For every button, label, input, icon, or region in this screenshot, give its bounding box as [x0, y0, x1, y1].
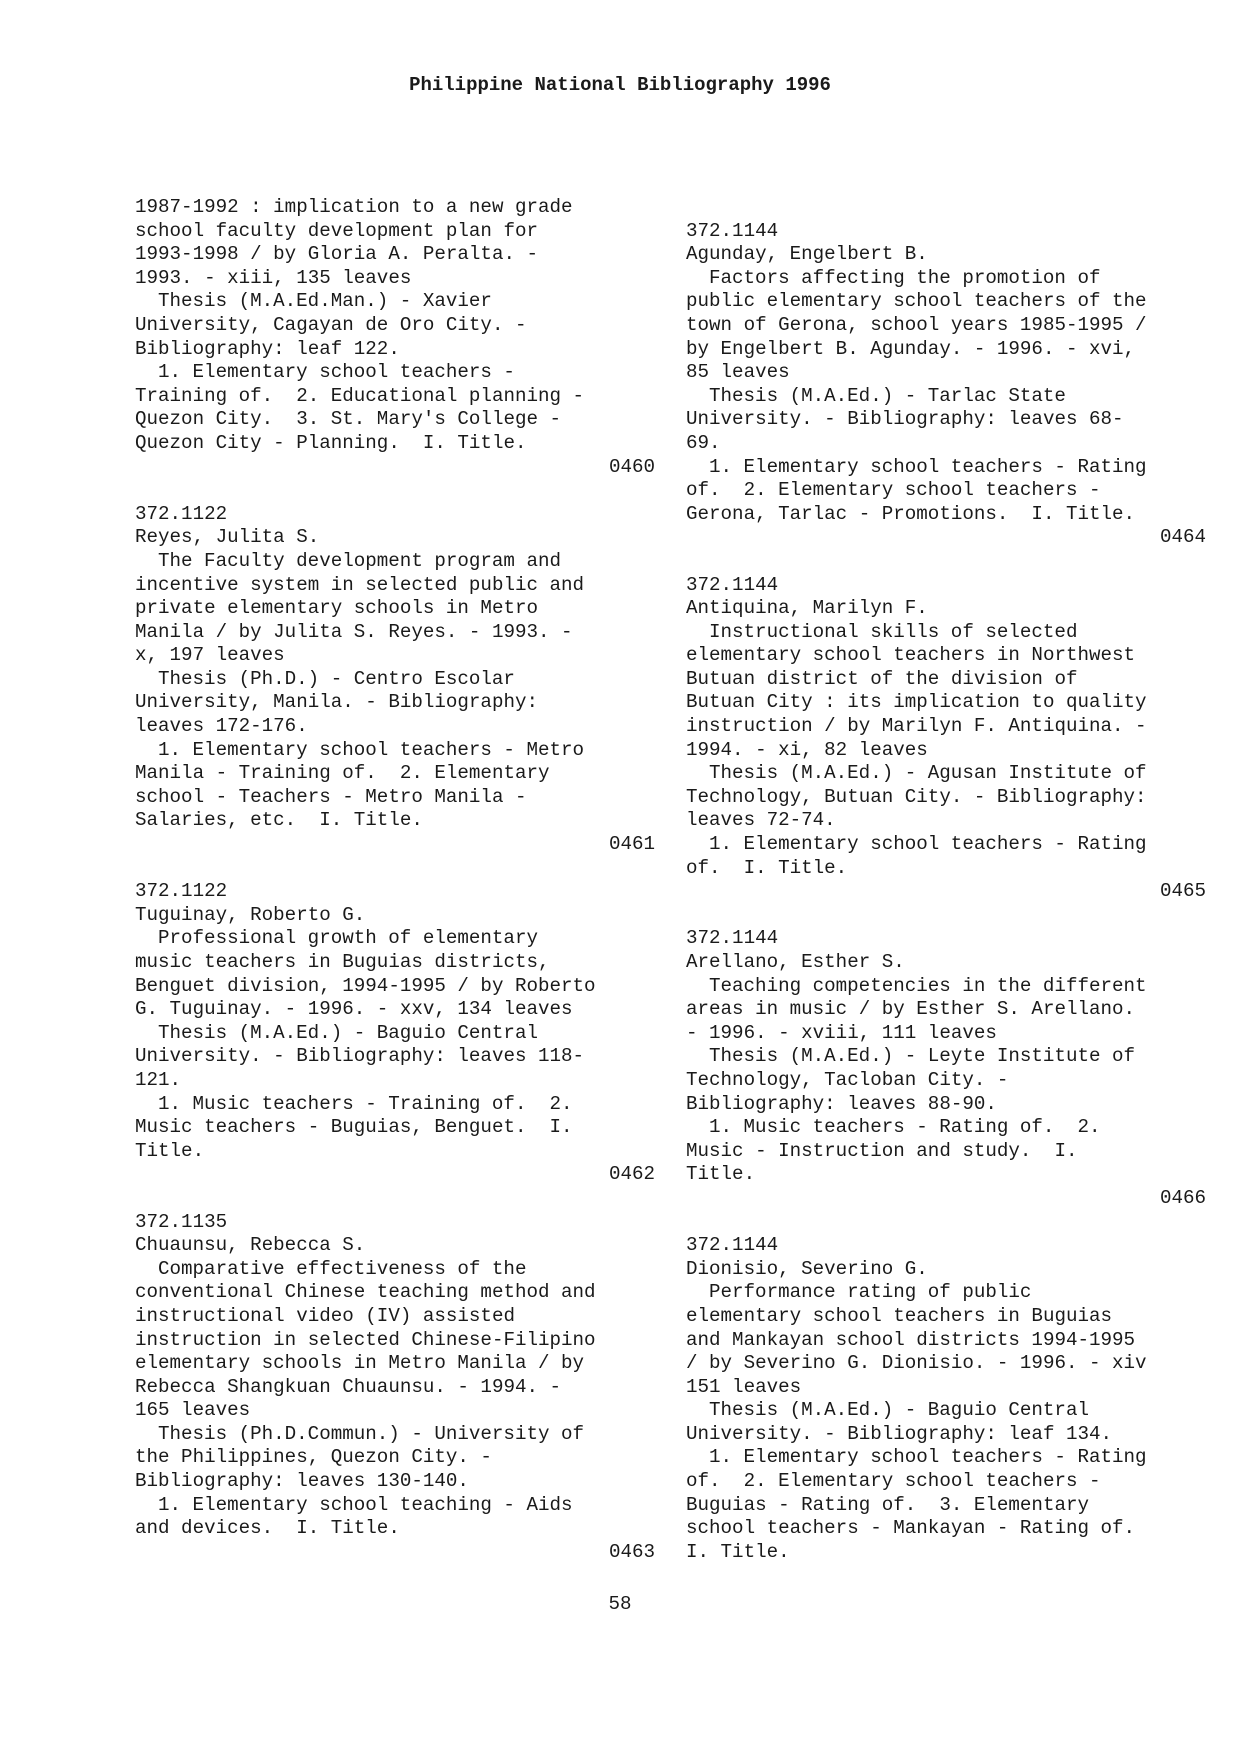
bibliography-entry	[135, 503, 655, 857]
entry-note-line: 69.	[686, 431, 721, 454]
entry-title-line: 151 leaves	[686, 1375, 802, 1398]
entry-note-line: University. - Bibliography: leaves 118-	[135, 1045, 585, 1068]
entry-number: 0466	[1159, 1186, 1206, 1209]
entry-title-line: school faculty development plan for	[135, 219, 539, 242]
entry-title-line: Butuan district of the division of	[686, 667, 1078, 690]
entry-title-line: Factors affecting the promotion of	[709, 266, 1101, 289]
bibliography-entry	[135, 1211, 655, 1565]
entry-title-line: x, 197 leaves	[135, 644, 285, 667]
entry-note-line: Thesis (Ph.D.) - Centro Escolar	[158, 667, 515, 690]
entry-subject-line: Title.	[135, 1139, 205, 1162]
bibliography-entry	[686, 574, 1206, 904]
entry-note-line: Technology, Tacloban City. -	[686, 1068, 1009, 1091]
entry-title-line: 165 leaves	[135, 1399, 251, 1422]
entry-subject-line: 1. Music teachers - Training of. 2.	[158, 1092, 573, 1115]
entry-subject-line: Quezon City. 3. St. Mary's College -	[135, 408, 562, 431]
entry-title-line: private elementary schools in Metro	[135, 597, 539, 620]
entry-note-line: Thesis (M.A.Ed.) - Baguio Central	[709, 1399, 1089, 1422]
bibliography-entry	[135, 880, 655, 1187]
entry-subject-line: Salaries, etc. I. Title.	[135, 809, 423, 832]
entry-title-line: conventional Chinese teaching method and	[135, 1281, 596, 1304]
entry-title-line: Instructional skills of selected	[709, 620, 1078, 643]
entry-note-line: Thesis (M.A.Ed.) - Leyte Institute of	[709, 1045, 1136, 1068]
entry-title-line: Rebecca Shangkuan Chuaunsu. - 1994. -	[135, 1375, 562, 1398]
entry-note-line: Bibliography: leaves 88-90.	[686, 1092, 997, 1115]
entry-title-line: Manila / by Julita S. Reyes. - 1993. -	[135, 620, 573, 643]
call-number: 372.1135	[135, 1210, 228, 1233]
bibliography-entry	[686, 927, 1206, 1210]
bibliography-entry	[135, 196, 655, 479]
entry-title-line: music teachers in Buguias districts,	[135, 951, 550, 973]
entry-title-line: - 1996. - xviii, 111 leaves	[686, 1021, 997, 1044]
entry-number: 0462	[608, 1163, 655, 1186]
call-number: 372.1122	[135, 880, 228, 903]
entry-title-line: instruction in selected Chinese-Filipino	[135, 1328, 596, 1351]
call-number: 372.1144	[686, 573, 779, 596]
entry-subject-line: 1. Music teachers - Rating of. 2.	[709, 1116, 1101, 1139]
entry-author: Tuguinay, Roberto G.	[135, 903, 366, 926]
entry-title-line: elementary school teachers in Buguias	[686, 1304, 1113, 1327]
entry-subject-line: Quezon City - Planning. I. Title.	[135, 431, 527, 454]
entry-title-line: areas in music / by Esther S. Arellano.	[686, 998, 1136, 1021]
entry-title-line: 1993-1998 / by Gloria A. Peralta. -	[135, 243, 539, 266]
entry-author: Chuaunsu, Rebecca S.	[135, 1234, 366, 1257]
entry-subject-line: of. 2. Elementary school teachers -	[686, 1470, 1101, 1493]
entry-author: Agunday, Engelbert B.	[686, 243, 928, 266]
call-number: 372.1122	[135, 502, 228, 525]
entry-note-line: Bibliography: leaf 122.	[135, 337, 400, 360]
entry-title-line: instruction / by Marilyn F. Antiquina. -	[686, 715, 1147, 738]
entry-subject-line: Gerona, Tarlac - Promotions. I. Title.	[686, 502, 1136, 525]
entry-note-line: Thesis (Ph.D.Commun.) - University of	[158, 1422, 585, 1445]
entry-note-line: leaves 172-176.	[135, 715, 308, 738]
bibliography-entry	[686, 1234, 1206, 1564]
entry-title-line: 85 leaves	[686, 361, 790, 384]
page-title: Philippine National Bibliography 1996	[409, 74, 831, 96]
entry-title-line: G. Tuguinay. - 1996. - xxv, 134 leaves	[135, 998, 573, 1021]
entry-title-line: and Mankayan school districts 1994-1995	[686, 1328, 1136, 1351]
entry-subject-line: 1. Elementary school teachers -	[158, 361, 515, 384]
entry-number: 0464	[1159, 526, 1206, 549]
entry-subject-line: Manila - Training of. 2. Elementary	[135, 762, 550, 785]
entry-title-line: elementary school teachers in Northwest	[686, 644, 1136, 667]
entry-subject-line: Music teachers - Buguias, Benguet. I.	[135, 1116, 573, 1139]
entry-title-line: incentive system in selected public and	[135, 573, 585, 596]
right-column	[686, 196, 1206, 1588]
entry-subject-line: 1. Elementary school teachers - Rating	[709, 455, 1147, 478]
entry-author: Reyes, Julita S.	[135, 526, 320, 549]
entry-title-line: 1987-1992 : implication to a new grade	[135, 196, 573, 218]
entry-title-line: Butuan City : its implication to quality	[686, 691, 1147, 714]
entry-number: 0460	[608, 455, 655, 478]
entry-note-line: Technology, Butuan City. - Bibliography:	[686, 785, 1147, 808]
entry-number: 0465	[1159, 880, 1206, 903]
bibliography-entry	[686, 220, 1206, 550]
entry-subject-line: 1. Elementary school teachers - Metro	[158, 738, 585, 761]
entry-title-line: Comparative effectiveness of the	[158, 1257, 527, 1280]
call-number: 372.1144	[686, 1234, 779, 1257]
entry-title-line: / by Severino G. Dionisio. - 1996. - xiv	[686, 1352, 1147, 1375]
entry-subject-line: 1. Elementary school teaching - Aids	[158, 1493, 573, 1516]
entry-note-line: University, Cagayan de Oro City. -	[135, 313, 527, 336]
entry-subject-line: Music - Instruction and study. I.	[686, 1139, 1078, 1162]
entry-note-line: Thesis (M.A.Ed.) - Baguio Central	[158, 1021, 538, 1044]
entry-note-line: the Philippines, Quezon City. -	[135, 1446, 492, 1469]
entry-title-line: instructional video (IV) assisted	[135, 1304, 515, 1327]
entry-title-line: public elementary school teachers of the	[686, 290, 1147, 313]
entry-title-line: 1993. - xiii, 135 leaves	[135, 266, 412, 289]
entry-note-line: University, Manila. - Bibliography:	[135, 691, 539, 714]
entry-subject-line: school teachers - Mankayan - Rating of.	[686, 1517, 1136, 1540]
entry-subject-line: and devices. I. Title.	[135, 1517, 400, 1540]
entry-note-line: Thesis (M.A.Ed.) - Tarlac State	[709, 384, 1066, 407]
entry-title-line: The Faculty development program and	[158, 549, 562, 572]
call-number: 372.1144	[686, 219, 779, 242]
entry-author: Dionisio, Severino G.	[686, 1257, 928, 1280]
entry-subject-line: 1. Elementary school teachers - Rating	[709, 833, 1147, 856]
entry-title-line: Professional growth of elementary	[158, 927, 538, 950]
entry-title-line: Benguet division, 1994-1995 / by Roberto	[135, 974, 596, 997]
entry-subject-line: of. 2. Elementary school teachers -	[686, 479, 1101, 502]
entry-title-line: town of Gerona, school years 1985-1995 /	[686, 313, 1147, 336]
entry-note-line: Thesis (M.A.Ed.Man.) - Xavier	[158, 290, 492, 313]
entry-subject-line: Title.	[686, 1163, 756, 1186]
entry-title-line: Performance rating of public	[709, 1281, 1032, 1304]
entry-number: 0463	[608, 1540, 655, 1563]
entry-subject-line: I. Title.	[686, 1540, 790, 1563]
call-number: 372.1144	[686, 927, 779, 950]
entry-note-line: 121.	[135, 1068, 182, 1091]
entry-note-line: leaves 72-74.	[686, 809, 836, 832]
entry-title-line: Teaching competencies in the different	[709, 974, 1147, 997]
entry-number: 0461	[608, 833, 655, 856]
entry-title-line: by Engelbert B. Agunday. - 1996. - xvi,	[686, 337, 1136, 360]
entry-note-line: University. - Bibliography: leaves 68-	[686, 408, 1124, 431]
entry-subject-line: 1. Elementary school teachers - Rating	[709, 1446, 1147, 1469]
entry-note-line: University. - Bibliography: leaf 134.	[686, 1422, 1113, 1445]
entry-subject-line: Training of. 2. Educational planning -	[135, 384, 585, 407]
page-number: 58	[608, 1593, 632, 1615]
entry-title-line: elementary schools in Metro Manila / by	[135, 1352, 585, 1375]
entry-author: Antiquina, Marilyn F.	[686, 597, 928, 620]
entry-note-line: Thesis (M.A.Ed.) - Agusan Institute of	[709, 762, 1147, 785]
entry-subject-line: Buguias - Rating of. 3. Elementary	[686, 1493, 1090, 1516]
entry-note-line: Bibliography: leaves 130-140.	[135, 1470, 469, 1493]
entry-subject-line: of. I. Title.	[686, 856, 848, 879]
entry-author: Arellano, Esther S.	[686, 951, 905, 973]
entry-subject-line: school - Teachers - Metro Manila -	[135, 785, 527, 808]
left-column	[135, 196, 655, 1588]
entry-title-line: 1994. - xi, 82 leaves	[686, 738, 928, 761]
